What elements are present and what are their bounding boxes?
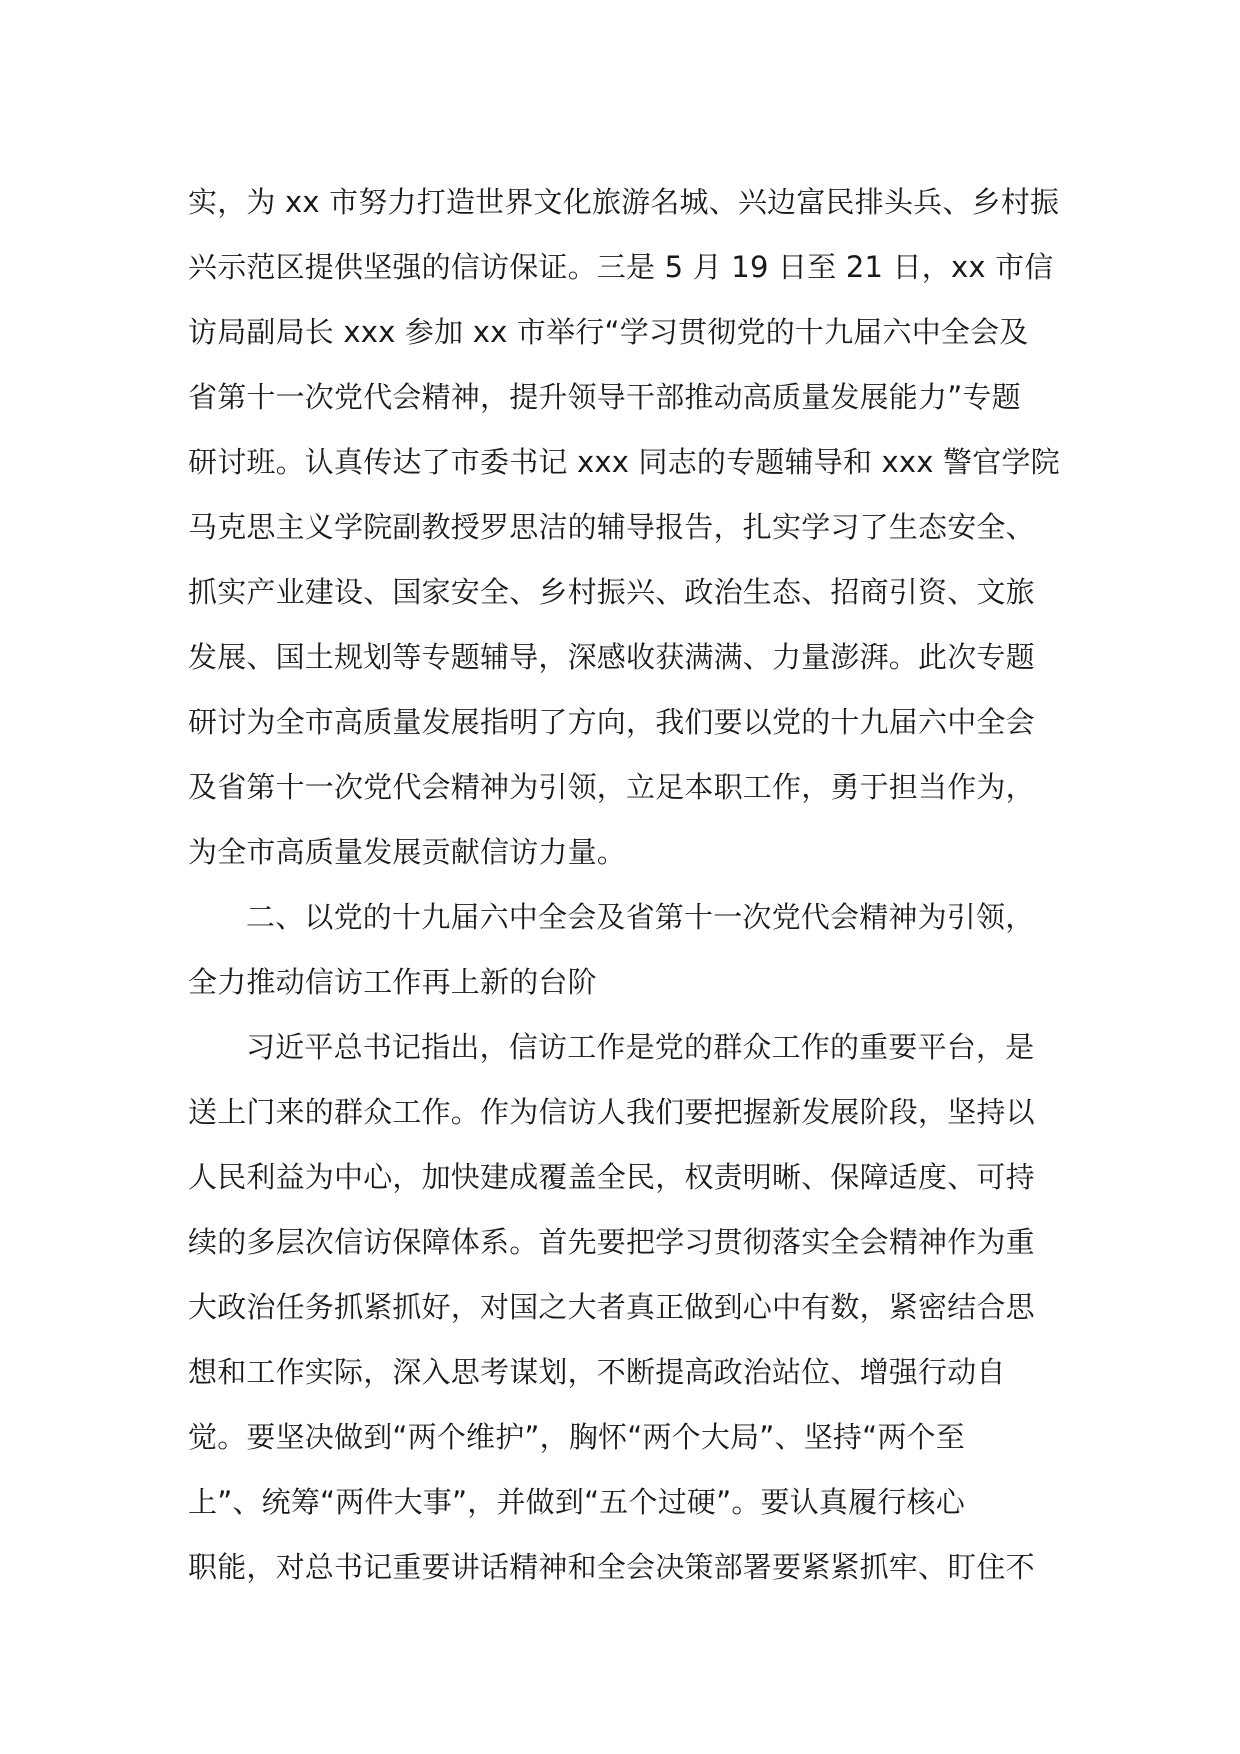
text-line: 觉。要坚决做到“两个维护”，胸怀“两个大局”、坚持“两个至 [188,1420,965,1454]
text-line: 续的多层次信访保障体系。首先要把学习贯彻落实全会精神作为重 [188,1225,1035,1259]
paragraph-first-line: 习近平总书记指出，信访工作是党的群众工作的重要平台，是 [246,1030,1035,1064]
text-line: 发展、国土规划等专题辅导，深感收获满满、力量澎湃。此次专题 [188,640,1035,674]
text-line: 大政治任务抓紧抓好，对国之大者真正做到心中有数，紧密结合思 [188,1290,1035,1324]
text-line: 人民利益为中心，加快建成覆盖全民，权责明晰、保障适度、可持 [188,1160,1035,1194]
section-heading-continued: 全力推动信访工作再上新的台阶 [188,965,597,999]
text-line: 访局副局长 xxx 参加 xx 市举行“学习贯彻党的十九届六中全会及 [188,315,1029,349]
text-line: 抓实产业建设、国家安全、乡村振兴、政治生态、招商引资、文旅 [188,575,1035,609]
text-line: 实，为 xx 市努力打造世界文化旅游名城、兴边富民排头兵、乡村振 [188,185,1060,219]
text-line: 为全市高质量发展贡献信访力量。 [188,835,627,869]
section-heading: 二、以党的十九届六中全会及省第十一次党代会精神为引领， [246,900,1035,934]
text-line: 上”、统筹“两件大事”，并做到“五个过硬”。要认真履行核心 [188,1485,965,1519]
document-body [188,170,1068,1600]
text-line: 研讨班。认真传达了市委书记 xxx 同志的专题辅导和 xxx 警官学院 [188,445,1060,479]
text-line: 送上门来的群众工作。作为信访人我们要把握新发展阶段，坚持以 [188,1095,1035,1129]
text-line: 及省第十一次党代会精神为引领，立足本职工作，勇于担当作为， [188,770,1035,804]
text-line: 职能，对总书记重要讲话精神和全会决策部署要紧紧抓牢、盯住不 [188,1550,1035,1584]
text-line: 想和工作实际，深入思考谋划，不断提高政治站位、增强行动自 [188,1355,1006,1389]
text-line: 马克思主义学院副教授罗思洁的辅导报告，扎实学习了生态安全、 [188,510,1035,544]
text-line: 省第十一次党代会精神，提升领导干部推动高质量发展能力”专题 [188,380,1021,414]
text-line: 研讨为全市高质量发展指明了方向，我们要以党的十九届六中全会 [188,705,1035,739]
text-line: 兴示范区提供坚强的信访保证。三是 5 月 19 日至 21 日，xx 市信 [188,250,1054,284]
